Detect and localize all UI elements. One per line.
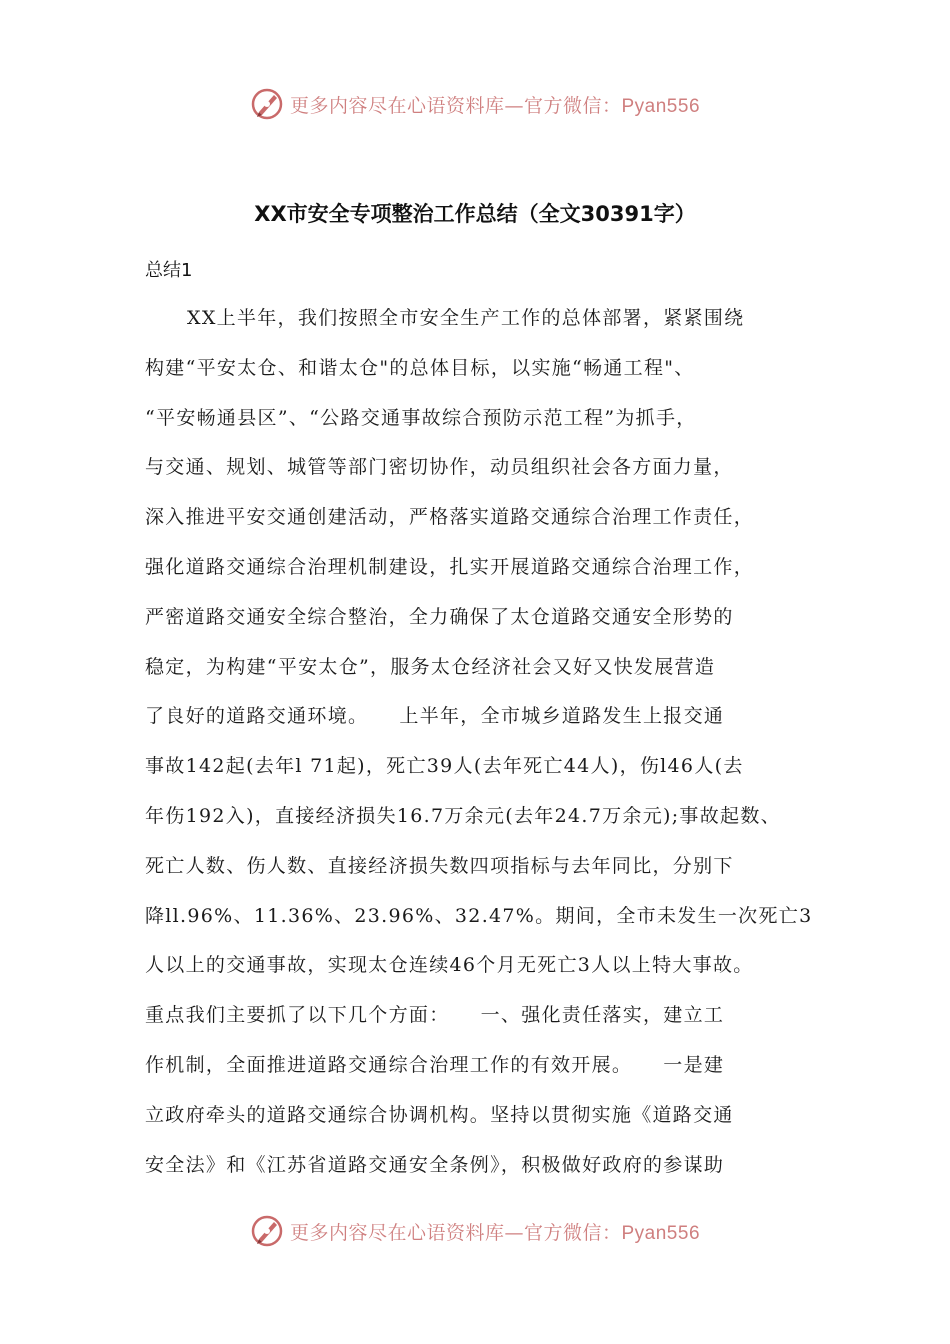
pen-logo-icon xyxy=(250,1214,284,1248)
body-line: 重点我们主要抓了以下几个方面： 一、强化责任落实，建立工 xyxy=(145,1004,725,1027)
footer-watermark-label: 更多内容尽在心语资料库—官方微信： xyxy=(289,1221,622,1244)
body-line: 构建“平安太仓、和谐太仓"的总体目标，以实施“畅通工程"、 xyxy=(145,356,695,379)
document-title: XX市安全专项整治工作总结（全文30391字） xyxy=(254,202,696,226)
body-line: 安全法》和《江苏省道路交通安全条例》，积极做好政府的参谋助 xyxy=(145,1153,725,1176)
body-line: 强化道路交通综合治理机制建设，扎实开展道路交通综合治理工作， xyxy=(145,555,755,578)
body-line: 深入推进平安交通创建活动，严格落实道路交通综合治理工作责任， xyxy=(145,506,755,529)
body-line: 立政府牵头的道路交通综合协调机构。坚持以贯彻实施《道路交通 xyxy=(145,1103,734,1126)
header-watermark-banner xyxy=(0,80,950,128)
body-line: XX上半年，我们按照全市安全生产工作的总体部署，紧紧围绕 xyxy=(187,307,745,329)
body-line: 了良好的道路交通环境。 上半年，全市城乡道路发生上报交通 xyxy=(145,705,725,728)
body-line: 人以上的交通事故，实现太仓连续46个月无死亡3人以上特大事故。 xyxy=(145,954,754,977)
body-line: 降ll.96%、11.36%、23.96%、32.47%。期间，全市未发生一次死亡3 xyxy=(145,904,813,927)
body-line: 事故142起(去年l 71起)，死亡39人(去年死亡44人)，伤l46人(去 xyxy=(145,755,744,778)
footer-watermark-text xyxy=(290,1218,700,1245)
header-watermark-text xyxy=(290,91,700,118)
header-watermark-handle: Pyan556 xyxy=(621,95,701,117)
body-line: 与交通、规划、城管等部门密切协作，动员组织社会各方面力量， xyxy=(145,456,734,479)
body-line: “平安畅通县区”、“公路交通事故综合预防示范工程”为抓手， xyxy=(145,406,697,429)
footer-watermark-handle: Pyan556 xyxy=(621,1222,701,1244)
body-line: 严密道路交通安全综合整治，全力确保了太仓道路交通安全形势的 xyxy=(145,605,734,628)
section-label: 总结1 xyxy=(145,260,193,281)
document-body xyxy=(145,294,825,1190)
header-watermark-label: 更多内容尽在心语资料库—官方微信： xyxy=(289,94,622,117)
body-line: 稳定，为构建“平安太仓”，服务太仓经济社会又好又快发展营造 xyxy=(145,655,716,678)
body-line: 年伤192入)，直接经济损失16.7万余元(去年24.7万余元);事故起数、 xyxy=(145,804,781,827)
pen-logo-icon xyxy=(250,87,284,121)
body-line: 作机制，全面推进道路交通综合治理工作的有效开展。 一是建 xyxy=(145,1053,725,1076)
footer-watermark-banner xyxy=(0,1207,950,1255)
body-line: 死亡人数、伤人数、直接经济损失数四项指标与去年同比，分别下 xyxy=(145,854,734,877)
